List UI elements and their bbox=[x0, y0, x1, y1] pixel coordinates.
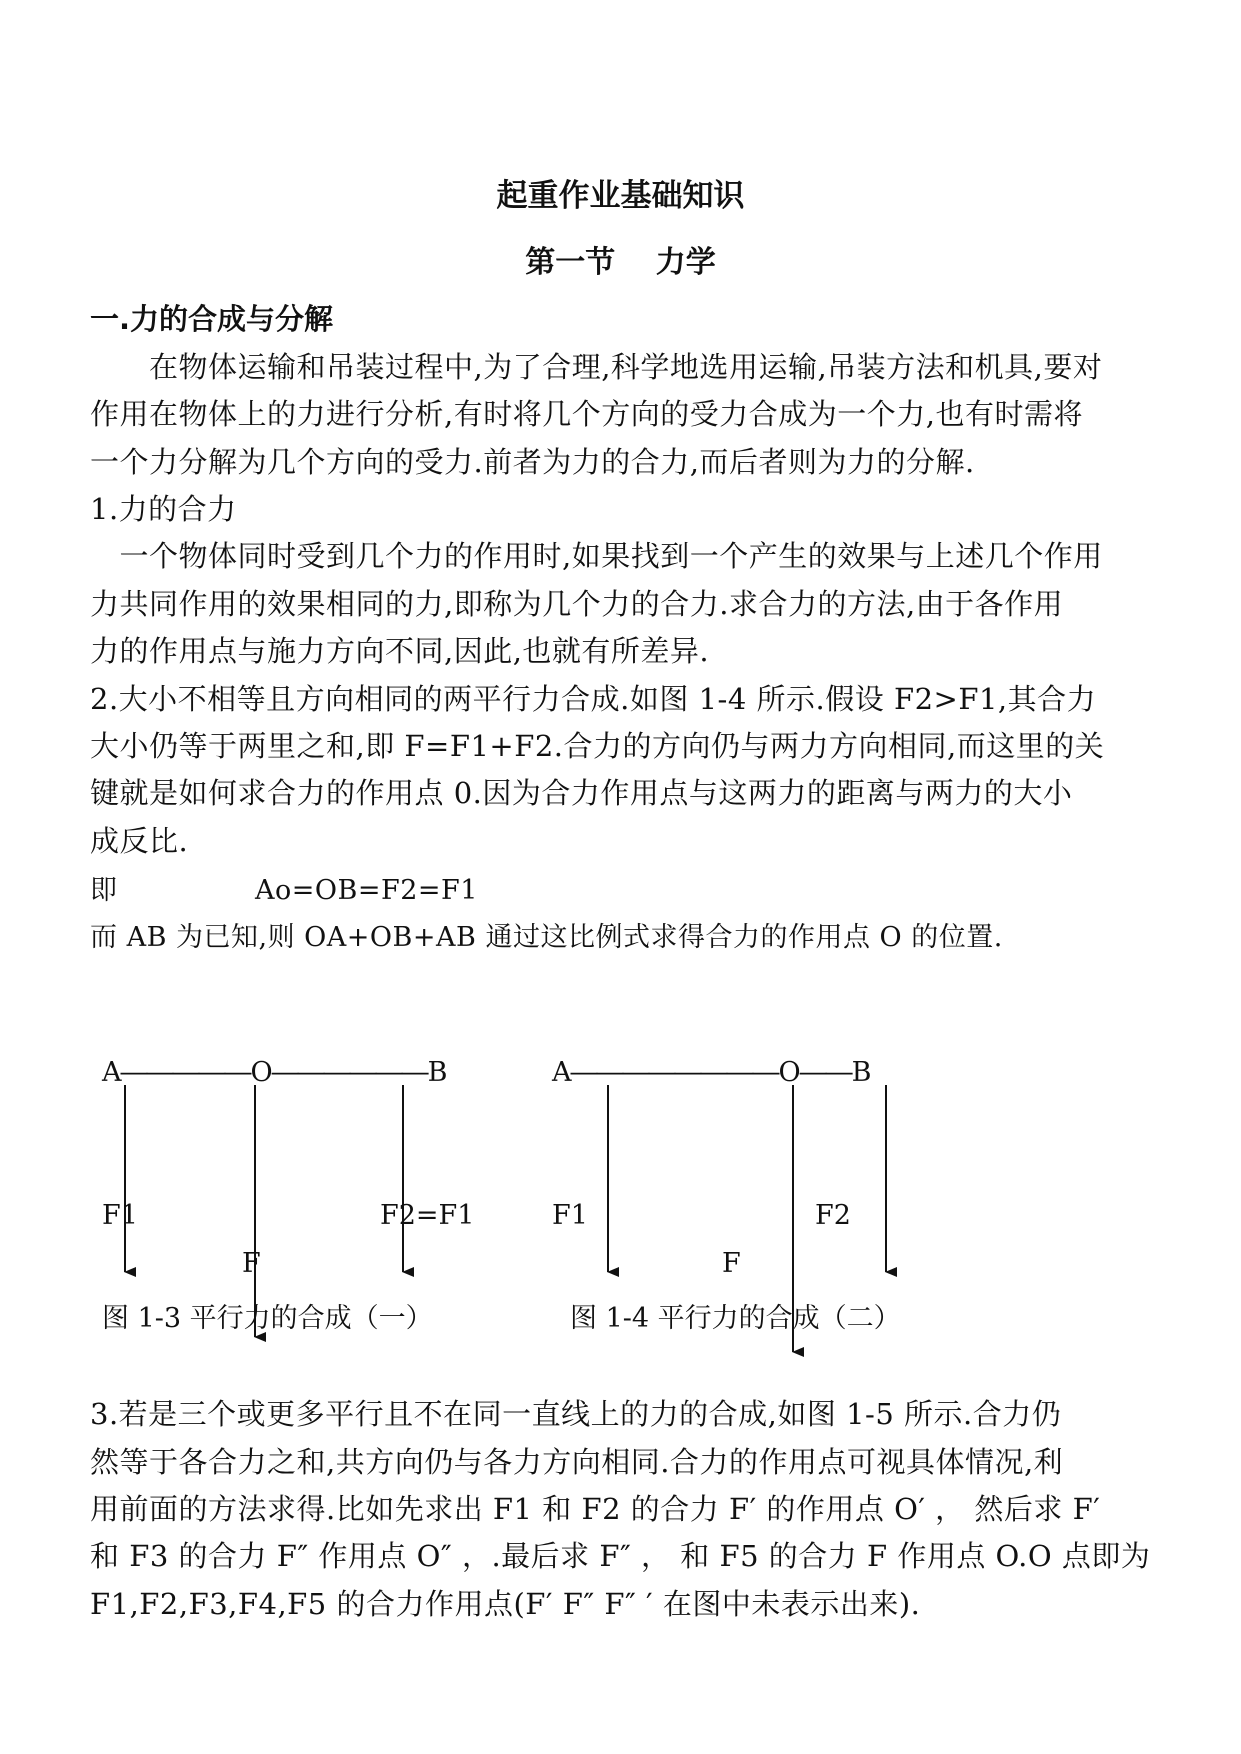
paragraph-line: 作用在物体上的力进行分析,有时将几个方向的受力合成为一个力,也有时需将 bbox=[90, 397, 1083, 431]
paragraph-line: 在物体运输和吊装过程中,为了合理,科学地选用运输,吊装方法和机具,要对 bbox=[90, 350, 1103, 384]
paragraph-line: 力共同作用的效果相同的力,即称为几个力的合力.求合力的方法,由于各作用 bbox=[90, 587, 1064, 621]
heading-force-composition: 一.力的合成与分解 bbox=[90, 302, 334, 336]
fig2-f2-label: F2 bbox=[815, 1200, 851, 1231]
fig1-caption: 图 1-3 平行力的合成（一） bbox=[102, 1303, 433, 1334]
subheading-resultant-force: 1.力的合力 bbox=[90, 492, 237, 526]
fig1-f2-label: F2=F1 bbox=[380, 1200, 475, 1231]
section-title: 第一节 力学 bbox=[525, 245, 716, 280]
paragraph-line: F1,F2,F3,F4,F5 的合力作用点(F′ F″ F″ ′ 在图中未表示出来). bbox=[90, 1587, 921, 1621]
fig2-beam-label: A――――――――O――B bbox=[552, 1057, 871, 1088]
fig1-f1-label: F1 bbox=[102, 1200, 138, 1231]
paragraph-line: 一个物体同时受到几个力的作用时,如果找到一个产生的效果与上述几个作用 bbox=[90, 539, 1103, 573]
fig1-f-label: F bbox=[242, 1248, 261, 1279]
formula-line: 即 Ao=OB=F2=F1 bbox=[90, 875, 478, 906]
paragraph-line: 然等于各合力之和,共方向仍与各力方向相同.合力的作用点可视具体情况,利 bbox=[90, 1445, 1064, 1479]
paragraph-line: 键就是如何求合力的作用点 0.因为合力作用点与这两力的距离与两力的大小 bbox=[90, 776, 1073, 810]
paragraph-line: 而 AB 为已知,则 OA+OB+AB 通过这比例式求得合力的作用点 O 的位置. bbox=[90, 922, 1003, 953]
paragraph-line: 成反比. bbox=[90, 824, 189, 858]
paragraph-line: 用前面的方法求得.比如先求出 F1 和 F2 的合力 F′ 的作用点 O′ ， 然后求 F′ bbox=[90, 1492, 1101, 1526]
paragraph-line: 2.大小不相等且方向相同的两平行力合成.如图 1-4 所示.假设 F2>F1,其合力 bbox=[90, 682, 1097, 716]
fig2-caption: 图 1-4 平行力的合成（二） bbox=[570, 1303, 901, 1334]
document-title: 起重作业基础知识 bbox=[496, 178, 745, 214]
paragraph-line: 大小仍等于两里之和,即 F=F1+F2.合力的方向仍与两力方向相同,而这里的关 bbox=[90, 729, 1105, 763]
paragraph-line: 和 F3 的合力 F″ 作用点 O″ ，.最后求 F″ ， 和 F5 的合力 F 作用点 O.O 点即为 bbox=[90, 1539, 1151, 1573]
paragraph-line: 一个力分解为几个方向的受力.前者为力的合力,而后者则为力的分解. bbox=[90, 445, 975, 479]
fig1-beam-label: A―――――O――――――B bbox=[102, 1057, 447, 1088]
fig2-f1-label: F1 bbox=[552, 1200, 588, 1231]
fig2-f-label: F bbox=[722, 1248, 741, 1279]
force-arrows-diagram bbox=[0, 1040, 1241, 1360]
paragraph-line: 力的作用点与施力方向不同,因此,也就有所差异. bbox=[90, 634, 710, 668]
paragraph-line: 3.若是三个或更多平行且不在同一直线上的力的合成,如图 1-5 所示.合力仍 bbox=[90, 1397, 1062, 1431]
